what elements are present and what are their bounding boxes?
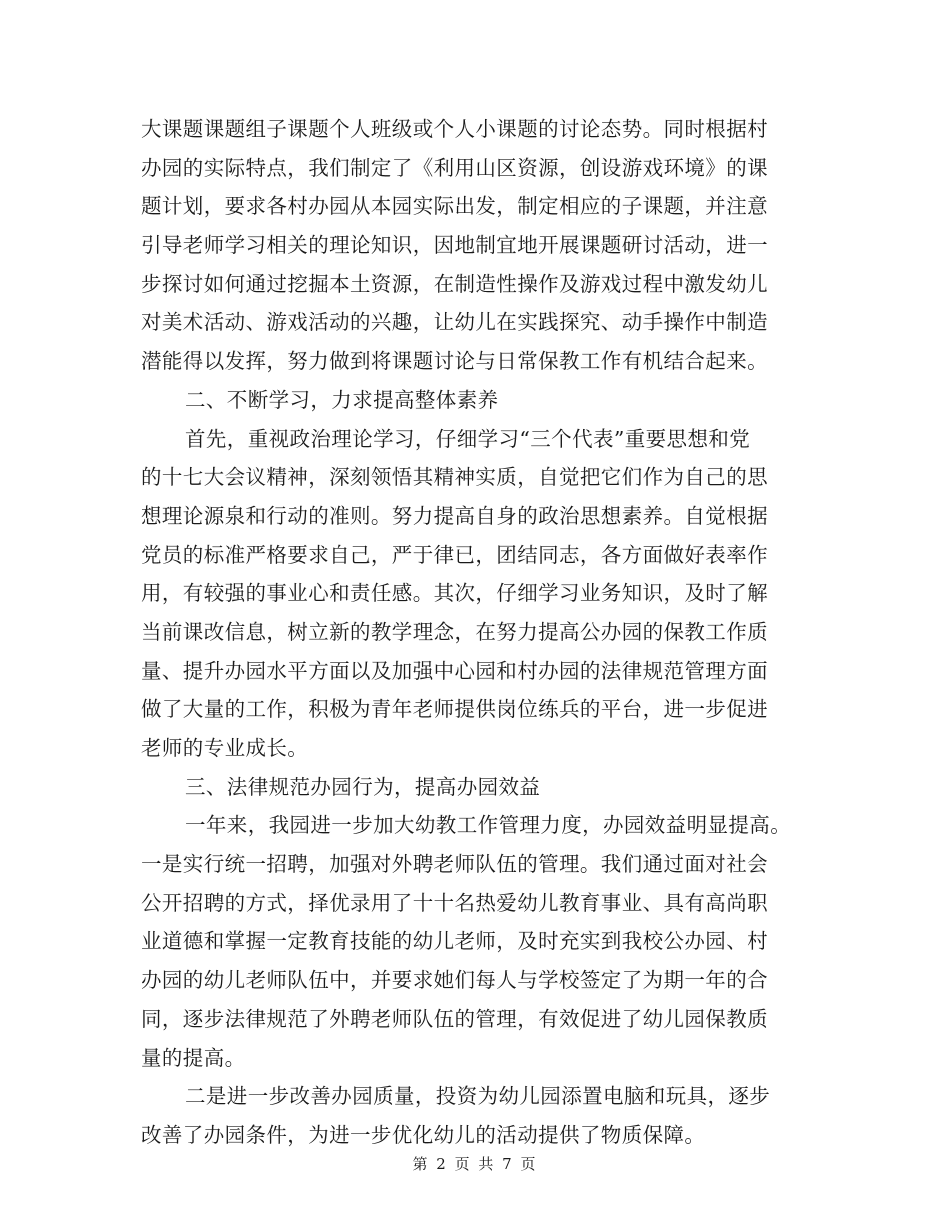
text-line: 公开招聘的方式，择优录用了十十名热爱幼儿教育事业、具有高尚职 bbox=[141, 890, 768, 915]
text-line: 办园的幼儿老师队伍中，并要求她们每人与学校签定了为期一年的合 bbox=[141, 968, 768, 993]
text-line: 量、提升办园水平方面以及加强中心园和村办园的法律规范管理方面 bbox=[141, 658, 768, 683]
page-footer: 第 2 页 共 7 页 bbox=[412, 1155, 538, 1173]
text-line: 二是进一步改善办园质量，投资为幼儿园添置电脑和玩具，逐步 bbox=[185, 1084, 771, 1109]
text-line: 三、法律规范办园行为，提高办园效益 bbox=[185, 774, 541, 799]
text-line: 首先，重视政治理论学习，仔细学习“三个代表”重要思想和党 bbox=[185, 426, 751, 451]
text-line: 量的提高。 bbox=[141, 1045, 246, 1070]
text-line: 一是实行统一招聘，加强对外聘老师队伍的管理。我们通过面对社会 bbox=[141, 852, 768, 877]
text-line: 当前课改信息，树立新的教学理念，在努力提高公办园的保教工作质 bbox=[141, 619, 768, 644]
text-line: 大课题课题组子课题个人班级或个人小课题的讨论态势。同时根据村 bbox=[141, 117, 768, 141]
text-line: 对美术活动、游戏活动的兴趣，让幼儿在实践探究、动手操作中制造 bbox=[141, 310, 768, 335]
text-line: 办园的实际特点，我们制定了《利用山区资源，创设游戏环境》的课 bbox=[141, 155, 768, 180]
text-line: 用，有较强的事业心和责任感。其次，仔细学习业务知识，及时了解 bbox=[141, 581, 768, 606]
text-line: 引导老师学习相关的理论知识，因地制宜地开展课题研讨活动，进一 bbox=[141, 233, 768, 258]
text-line: 业道德和掌握一定教育技能的幼儿老师，及时充实到我校公办园、村 bbox=[141, 929, 768, 954]
text-line: 做了大量的工作，积极为青年老师提供岗位练兵的平台，进一步促进 bbox=[141, 697, 768, 722]
text-line: 党员的标准严格要求自己，严于律已，团结同志，各方面做好表率作 bbox=[141, 542, 768, 567]
text-line: 的十七大会议精神，深刻领悟其精神实质，自觉把它们作为自己的思 bbox=[141, 465, 768, 490]
text-line: 老师的专业成长。 bbox=[141, 736, 309, 760]
text-line: 步探讨如何通过挖掘本土资源，在制造性操作及游戏过程中激发幼儿 bbox=[141, 271, 768, 296]
text-line: 一年来，我园进一步加大幼教工作管理力度，办园效益明显提高。 bbox=[185, 813, 792, 838]
text-line: 想理论源泉和行动的准则。努力提高自身的政治思想素养。自觉根据 bbox=[141, 503, 768, 528]
text-line: 题计划，要求各村办园从本园实际出发，制定相应的子课题，并注意 bbox=[141, 194, 768, 219]
text-line: 改善了办园条件，为进一步优化幼儿的活动提供了物质保障。 bbox=[141, 1122, 706, 1147]
text-line: 二、不断学习，力求提高整体素养 bbox=[185, 387, 499, 412]
text-line: 潜能得以发挥，努力做到将课题讨论与日常保教工作有机结合起来。 bbox=[141, 349, 768, 374]
document-body bbox=[141, 110, 813, 1155]
text-line: 同，逐步法律规范了外聘老师队伍的管理，有效促进了幼儿园保教质 bbox=[141, 1006, 768, 1031]
